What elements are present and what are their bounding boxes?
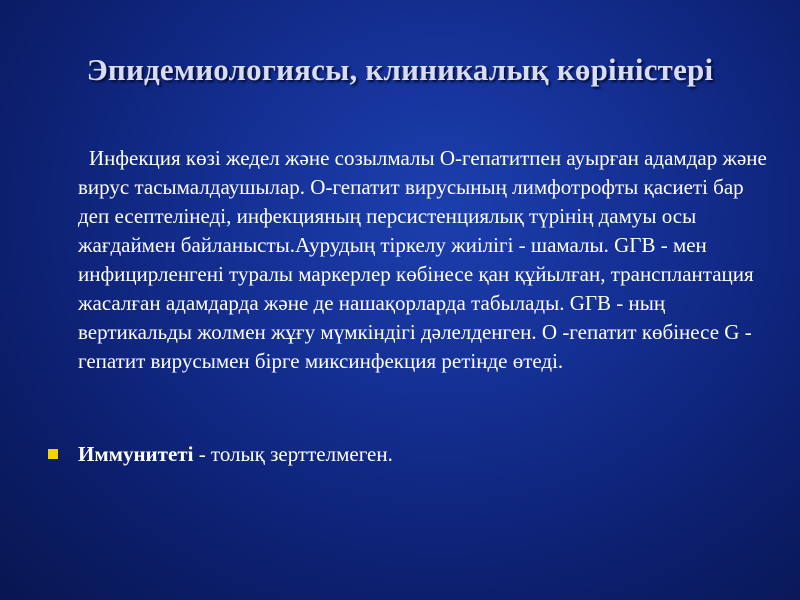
bullet-bold-label: Иммунитеті [78,442,194,466]
bullet-rest-label: - толық зерттелмеген. [193,442,393,466]
square-bullet-icon [48,449,58,459]
bullet-text [78,440,393,469]
slide-body [78,144,768,376]
body-paragraph: Инфекция көзі жедел және созылмалы О-гепатитпен ауырған адамдар және вирус тасымалдаушылар. О-гепатит вирусының лимфотрофты қасиеті бар деп есептелінеді, инфекцияның персистенциялық түрінің дамуы осы жағдаймен байланысты.Аурудың тіркелу жиілігі - шамалы. GГВ - мен инфицирленгені туралы маркерлер көбінесе қан құйылған, трансплантация жасалған адамдарда және де нашақорларда табылады. GГВ - ның вертикальды жолмен жұғу мүмкіндігі дәлелденген. О -гепатит көбінесе G - гепатит вирусымен бірге миксинфекция ретінде өтеді. [78,146,767,373]
slide-title: Эпидемиологиясы, клиникалық көріністері [86,52,714,87]
